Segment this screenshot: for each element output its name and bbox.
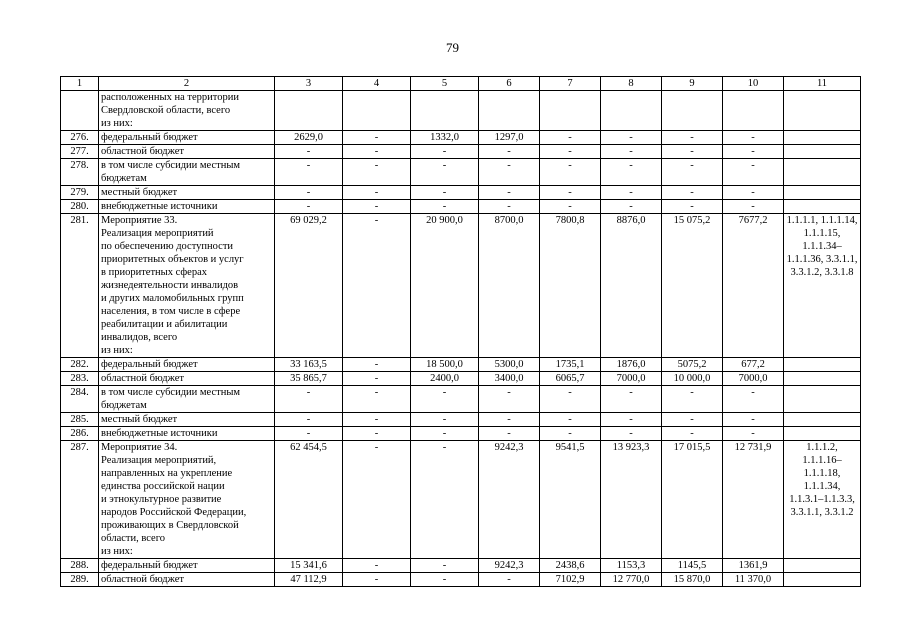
row-name-cell: областной бюджет — [99, 145, 275, 159]
value-cell: 1876,0 — [601, 358, 662, 372]
row-name-cell: областной бюджет — [99, 372, 275, 386]
value-cell: - — [275, 413, 343, 427]
row-name-cell: федеральный бюджет — [99, 131, 275, 145]
row-name-cell: внебюджетные источники — [99, 427, 275, 441]
value-cell: - — [343, 159, 411, 186]
value-cell: 1735,1 — [540, 358, 601, 372]
target-indicators-cell — [784, 131, 861, 145]
value-cell: - — [275, 145, 343, 159]
value-cell: - — [411, 159, 479, 186]
value-cell: - — [601, 386, 662, 413]
row-number-cell: 286. — [61, 427, 99, 441]
row-number-cell: 280. — [61, 200, 99, 214]
column-header: 3 — [275, 77, 343, 91]
value-cell: 12 770,0 — [601, 573, 662, 587]
target-indicators-cell — [784, 145, 861, 159]
value-cell: 7677,2 — [723, 214, 784, 358]
value-cell: - — [411, 413, 479, 427]
value-cell: - — [723, 186, 784, 200]
value-cell — [601, 91, 662, 131]
row-name-cell: в том числе субсидии местным бюджетам — [99, 386, 275, 413]
value-cell: 12 731,9 — [723, 441, 784, 559]
value-cell: - — [343, 386, 411, 413]
value-cell: - — [411, 441, 479, 559]
target-indicators-cell — [784, 573, 861, 587]
row-number-cell: 279. — [61, 186, 99, 200]
table-row — [61, 427, 861, 441]
row-number-cell: 276. — [61, 131, 99, 145]
row-name-cell: в том числе субсидии местным бюджетам — [99, 159, 275, 186]
value-cell: - — [343, 358, 411, 372]
row-number-cell: 278. — [61, 159, 99, 186]
value-cell: 7102,9 — [540, 573, 601, 587]
row-name-cell: Мероприятие 34. Реализация мероприятий, направленных на укрепление единства российской нации и этнокультурное развитие народов Российской Федерации, проживающих в Свердловской области, всего из них: — [99, 441, 275, 559]
value-cell: - — [540, 131, 601, 145]
value-cell: - — [540, 200, 601, 214]
row-name-cell: Мероприятие 33. Реализация мероприятий по обеспечению доступности приоритетных объектов и услуг в приоритетных сферах жизнедеятельности инвалидов и других маломобильных групп населения, в том числе в сфере реабилитации и абилитации инвалидов, всего из них: — [99, 214, 275, 358]
target-indicators-cell — [784, 159, 861, 186]
value-cell: - — [343, 573, 411, 587]
value-cell: 15 870,0 — [662, 573, 723, 587]
value-cell: - — [479, 186, 540, 200]
value-cell: - — [411, 427, 479, 441]
value-cell: 3400,0 — [479, 372, 540, 386]
value-cell: 47 112,9 — [275, 573, 343, 587]
value-cell: - — [343, 413, 411, 427]
value-cell: - — [723, 427, 784, 441]
column-header: 6 — [479, 77, 540, 91]
value-cell: - — [411, 573, 479, 587]
value-cell: - — [662, 186, 723, 200]
value-cell: 7000,0 — [601, 372, 662, 386]
table-row — [61, 131, 861, 145]
value-cell — [540, 91, 601, 131]
table-body — [61, 91, 861, 587]
value-cell: - — [662, 427, 723, 441]
value-cell — [343, 91, 411, 131]
value-cell: 7000,0 — [723, 372, 784, 386]
target-indicators-cell: 1.1.1.1, 1.1.1.14, 1.1.1.15, 1.1.1.34– 1.1.1.36, 3.3.1.1, 3.3.1.2, 3.3.1.8 — [784, 214, 861, 358]
row-name-cell: расположенных на территории Свердловской области, всего из них: — [99, 91, 275, 131]
row-name-cell: областной бюджет — [99, 573, 275, 587]
column-header: 1 — [61, 77, 99, 91]
row-name-cell: местный бюджет — [99, 186, 275, 200]
value-cell: - — [479, 145, 540, 159]
value-cell: - — [601, 159, 662, 186]
table-row — [61, 159, 861, 186]
value-cell: - — [343, 186, 411, 200]
value-cell: 9541,5 — [540, 441, 601, 559]
value-cell: - — [479, 413, 540, 427]
value-cell: 1332,0 — [411, 131, 479, 145]
target-indicators-cell — [784, 413, 861, 427]
table-row — [61, 214, 861, 358]
value-cell: - — [601, 186, 662, 200]
row-name-cell: федеральный бюджет — [99, 559, 275, 573]
row-number-cell: 284. — [61, 386, 99, 413]
column-header: 10 — [723, 77, 784, 91]
target-indicators-cell — [784, 186, 861, 200]
row-number-cell: 281. — [61, 214, 99, 358]
column-header: 5 — [411, 77, 479, 91]
target-indicators-cell: 1.1.1.2, 1.1.1.16– 1.1.1.18, 1.1.1.34, 1.1.3.1–1.1.3.3, 3.3.1.1, 3.3.1.2 — [784, 441, 861, 559]
value-cell: 7800,8 — [540, 214, 601, 358]
value-cell: 1153,3 — [601, 559, 662, 573]
value-cell: - — [275, 159, 343, 186]
value-cell: - — [662, 386, 723, 413]
target-indicators-cell — [784, 386, 861, 413]
value-cell: 5300,0 — [479, 358, 540, 372]
target-indicators-cell — [784, 559, 861, 573]
column-header-row — [61, 77, 861, 91]
value-cell: - — [343, 200, 411, 214]
value-cell: - — [662, 413, 723, 427]
value-cell: 62 454,5 — [275, 441, 343, 559]
value-cell: - — [662, 131, 723, 145]
row-number-cell: 288. — [61, 559, 99, 573]
value-cell: - — [540, 145, 601, 159]
value-cell: 69 029,2 — [275, 214, 343, 358]
value-cell: 35 865,7 — [275, 372, 343, 386]
table-row — [61, 200, 861, 214]
value-cell: - — [601, 131, 662, 145]
value-cell: - — [540, 186, 601, 200]
table-row — [61, 413, 861, 427]
table-row — [61, 441, 861, 559]
value-cell: 20 900,0 — [411, 214, 479, 358]
value-cell: 9242,3 — [479, 559, 540, 573]
value-cell: 11 370,0 — [723, 573, 784, 587]
page-number: 79 — [446, 40, 459, 55]
target-indicators-cell — [784, 372, 861, 386]
value-cell: - — [540, 413, 601, 427]
table-row — [61, 559, 861, 573]
value-cell: 6065,7 — [540, 372, 601, 386]
target-indicators-cell — [784, 91, 861, 131]
value-cell: - — [723, 413, 784, 427]
value-cell: - — [723, 386, 784, 413]
value-cell — [275, 91, 343, 131]
value-cell: - — [275, 427, 343, 441]
value-cell: 8700,0 — [479, 214, 540, 358]
value-cell: 1145,5 — [662, 559, 723, 573]
target-indicators-cell — [784, 427, 861, 441]
value-cell: 5075,2 — [662, 358, 723, 372]
value-cell: 9242,3 — [479, 441, 540, 559]
value-cell: - — [275, 186, 343, 200]
value-cell: 1297,0 — [479, 131, 540, 145]
value-cell: - — [662, 159, 723, 186]
value-cell: 15 341,6 — [275, 559, 343, 573]
column-header: 2 — [99, 77, 275, 91]
column-header: 9 — [662, 77, 723, 91]
value-cell: - — [479, 573, 540, 587]
column-header: 11 — [784, 77, 861, 91]
value-cell: - — [411, 559, 479, 573]
value-cell: - — [411, 386, 479, 413]
column-header: 8 — [601, 77, 662, 91]
value-cell: 2629,0 — [275, 131, 343, 145]
target-indicators-cell — [784, 200, 861, 214]
value-cell: - — [411, 186, 479, 200]
row-number-cell: 282. — [61, 358, 99, 372]
value-cell: 8876,0 — [601, 214, 662, 358]
row-name-cell: местный бюджет — [99, 413, 275, 427]
value-cell: - — [343, 131, 411, 145]
value-cell: - — [540, 386, 601, 413]
value-cell: - — [601, 413, 662, 427]
value-cell: - — [479, 159, 540, 186]
row-number-cell: 289. — [61, 573, 99, 587]
value-cell: - — [343, 214, 411, 358]
value-cell: 17 015,5 — [662, 441, 723, 559]
table-row — [61, 145, 861, 159]
table-row — [61, 358, 861, 372]
row-name-cell: внебюджетные источники — [99, 200, 275, 214]
value-cell: - — [275, 386, 343, 413]
value-cell: - — [723, 145, 784, 159]
table-row — [61, 91, 861, 131]
value-cell: - — [601, 145, 662, 159]
value-cell: 677,2 — [723, 358, 784, 372]
value-cell: - — [343, 559, 411, 573]
value-cell: - — [723, 131, 784, 145]
row-number-cell: 285. — [61, 413, 99, 427]
value-cell: 10 000,0 — [662, 372, 723, 386]
value-cell: 2400,0 — [411, 372, 479, 386]
value-cell: - — [662, 145, 723, 159]
value-cell: - — [343, 441, 411, 559]
column-header: 4 — [343, 77, 411, 91]
value-cell: - — [411, 145, 479, 159]
value-cell: - — [662, 200, 723, 214]
value-cell: - — [343, 427, 411, 441]
value-cell: 33 163,5 — [275, 358, 343, 372]
value-cell: - — [723, 159, 784, 186]
table-row — [61, 186, 861, 200]
value-cell: 15 075,2 — [662, 214, 723, 358]
value-cell: - — [343, 145, 411, 159]
value-cell: - — [479, 200, 540, 214]
value-cell: 13 923,3 — [601, 441, 662, 559]
value-cell: 18 500,0 — [411, 358, 479, 372]
value-cell — [411, 91, 479, 131]
value-cell: - — [275, 200, 343, 214]
value-cell: - — [601, 200, 662, 214]
column-header: 7 — [540, 77, 601, 91]
value-cell: 2438,6 — [540, 559, 601, 573]
value-cell: - — [723, 200, 784, 214]
row-number-cell: 277. — [61, 145, 99, 159]
value-cell: - — [479, 386, 540, 413]
value-cell: - — [540, 427, 601, 441]
value-cell — [479, 91, 540, 131]
target-indicators-cell — [784, 358, 861, 372]
value-cell: - — [411, 200, 479, 214]
table-row — [61, 386, 861, 413]
value-cell: - — [601, 427, 662, 441]
value-cell: - — [540, 159, 601, 186]
table-row — [61, 372, 861, 386]
row-number-cell — [61, 91, 99, 131]
row-name-cell: федеральный бюджет — [99, 358, 275, 372]
budget-table — [60, 76, 861, 587]
value-cell: - — [343, 372, 411, 386]
row-number-cell: 287. — [61, 441, 99, 559]
value-cell: 1361,9 — [723, 559, 784, 573]
row-number-cell: 283. — [61, 372, 99, 386]
value-cell — [723, 91, 784, 131]
table-row — [61, 573, 861, 587]
value-cell — [662, 91, 723, 131]
value-cell: - — [479, 427, 540, 441]
